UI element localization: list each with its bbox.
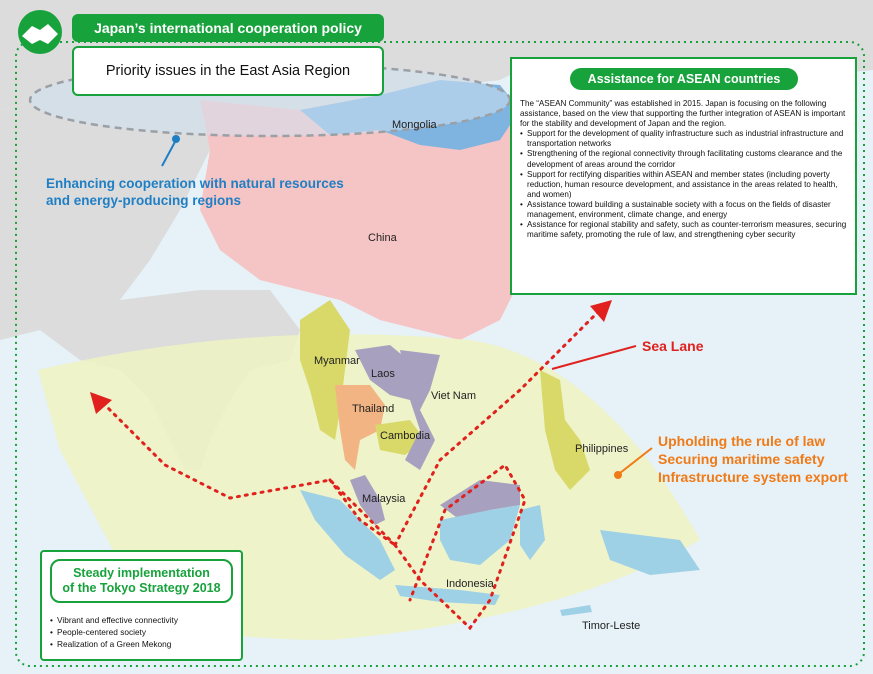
country-label-viet-nam: Viet Nam [431, 390, 477, 402]
maritime-label-line1: Upholding the rule of law [658, 433, 826, 449]
page-subtitle: Priority issues in the East Asia Region [72, 46, 384, 96]
asean-panel-list [520, 129, 852, 240]
asean-panel-body [520, 99, 852, 240]
maritime-label-line3: Infrastructure system export [658, 469, 848, 485]
country-label-timor-leste: Timor-Leste [582, 620, 641, 632]
country-label-indonesia: Indonesia [446, 578, 494, 590]
list-item: • Support for rectifying disparities within ASEAN and member states (including poverty reduction, human resource development, and assistance in the areas related to health, and women) [520, 170, 852, 200]
country-label-myanmar: Myanmar [314, 355, 360, 367]
maritime-pointer-dot [614, 471, 622, 479]
list-item: • Support for the development of quality infrastructure such as industrial infrastructure and transportation networks [520, 129, 852, 149]
maritime-label-line2: Securing maritime safety [658, 451, 825, 467]
list-item: • Assistance for regional stability and safety, such as counter-terrorism measures, securing maritime safety, promoting the rule of law, and strengthening cyber security [520, 220, 852, 240]
list-item: • Assistance toward building a sustainable society with a focus on the fields of disaster management, environment, climate change, and energy [520, 200, 852, 220]
asean-panel-title: Assistance for ASEAN countries [570, 68, 798, 90]
list-item: • Strengthening of the regional connectivity through facilitating customs clearance and the development of areas around the corridor [520, 149, 852, 169]
list-item: • People-centered society [50, 626, 178, 638]
country-label-thailand: Thailand [352, 403, 395, 415]
resources-caption-line2: and energy-producing regions [46, 193, 242, 208]
country-label-mongolia: Mongolia [392, 119, 437, 131]
tokyo-strategy-title-line1: Steady implementation [73, 566, 210, 580]
country-label-philippines: Philippines [575, 443, 629, 455]
country-label-china: China [368, 232, 397, 244]
country-label-cambodia: Cambodia [380, 430, 431, 442]
asean-panel-intro: The “ASEAN Community” was established in 2015. Japan is focusing on the following assistance, based on the view that supporting the further integration of ASEAN is important for the stability and development of Japan and the region. [520, 99, 846, 129]
sea-lane-label: Sea Lane [642, 338, 704, 354]
list-item: • Vibrant and effective connectivity [50, 614, 178, 626]
tokyo-strategy-title [50, 559, 233, 603]
country-label-malaysia: Malaysia [362, 493, 406, 505]
maritime-policy-labels [658, 432, 848, 486]
country-label-laos: Laos [371, 368, 395, 380]
resources-pointer-dot [172, 135, 180, 143]
resources-caption [46, 175, 344, 209]
list-item: • Realization of a Green Mekong [50, 638, 178, 650]
asean-panel [510, 57, 857, 295]
tokyo-strategy-title-line2: of the Tokyo Strategy 2018 [62, 581, 221, 595]
handshake-icon [18, 10, 62, 54]
page-title: Japan’s international cooperation policy [72, 14, 384, 42]
resources-caption-line1: Enhancing cooperation with natural resources [46, 176, 344, 191]
tokyo-strategy-panel [40, 550, 243, 661]
tokyo-strategy-list [50, 614, 178, 650]
